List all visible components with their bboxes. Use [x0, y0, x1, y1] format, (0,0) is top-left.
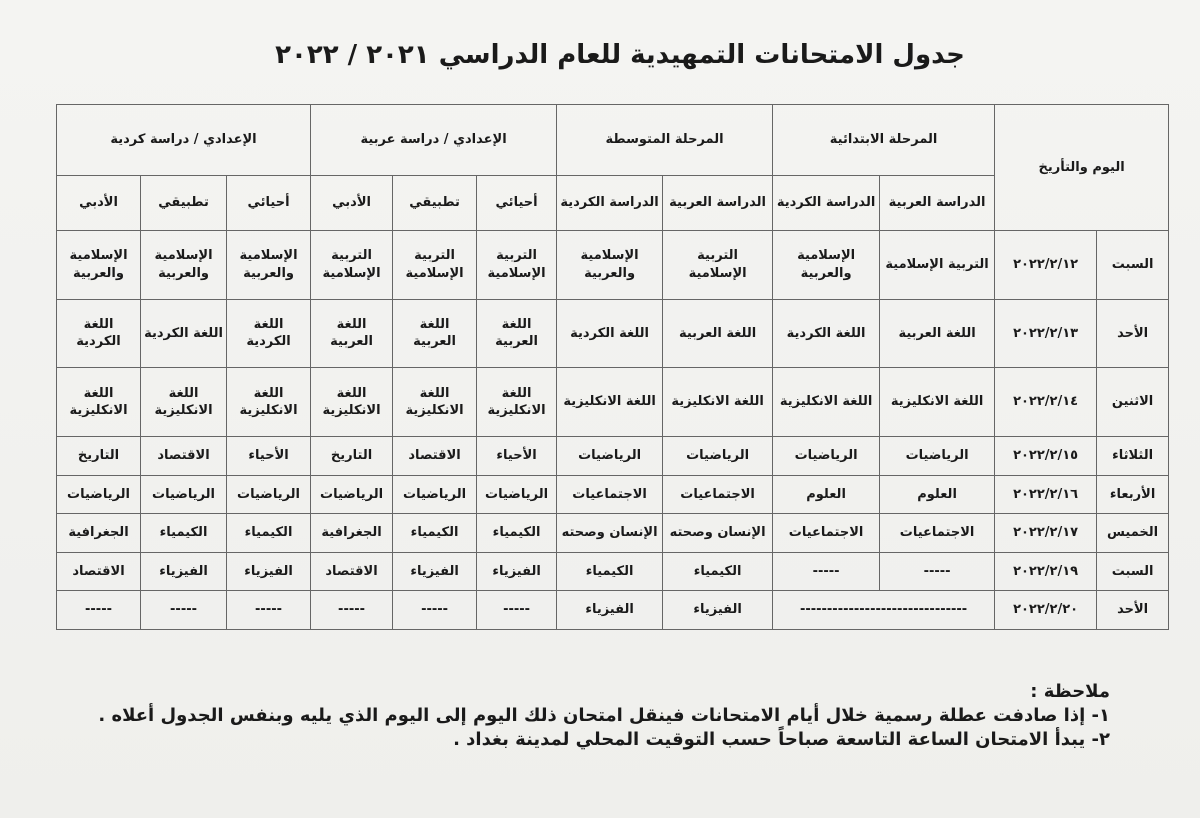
note-item: ١- إذا صادفت عطلة رسمية خلال أيام الامتحانات فينقل امتحان ذلك اليوم إلى اليوم الذي يليه وبنفس الجدول أعلاه . [98, 705, 1110, 726]
day-cell: الأحد [1097, 591, 1169, 630]
subject-cell: اللغة العربية [880, 299, 995, 368]
date-cell: ٢٠٢٢/٢/٢٠ [995, 591, 1097, 630]
subject-cell: الإسلامية والعربية [227, 231, 311, 300]
subject-cell: ----- [773, 552, 880, 591]
date-cell: ٢٠٢٢/٢/١٧ [995, 514, 1097, 553]
subject-cell: اللغة العربية [311, 299, 393, 368]
subject-cell: اللغة الانكليزية [663, 368, 773, 437]
date-cell: ٢٠٢٢/٢/١٤ [995, 368, 1097, 437]
subject-cell: اللغة العربية [393, 299, 477, 368]
table-row [57, 231, 1169, 300]
subject-cell: ----- [393, 591, 477, 630]
subject-cell: الرياضيات [57, 475, 141, 514]
date-cell: ٢٠٢٢/٢/١٥ [995, 436, 1097, 475]
subject-cell: الاجتماعيات [663, 475, 773, 514]
stage-primary-header: المرحلة الابتدائية [773, 105, 995, 176]
subject-cell: ----- [57, 591, 141, 630]
sub-arabic-literary: الأدبي [311, 176, 393, 231]
subject-cell: الاقتصاد [57, 552, 141, 591]
stage-prep-kurdish-header: الإعدادي / دراسة كردية [57, 105, 311, 176]
stage-intermediate-header: المرحلة المتوسطة [557, 105, 773, 176]
subject-cell: الرياضيات [477, 475, 557, 514]
subject-cell: الكيمياء [477, 514, 557, 553]
note-item: ٢- يبدأ الامتحان الساعة التاسعة صباحاً حسب التوقيت المحلي لمدينة بغداد . [453, 729, 1110, 750]
subject-cell: الرياضيات [663, 436, 773, 475]
day-date-header: اليوم والتأريخ [995, 105, 1169, 231]
subject-cell: الإسلامية والعربية [57, 231, 141, 300]
subject-cell: الاجتماعيات [880, 514, 995, 553]
subject-cell: الفيزياء [393, 552, 477, 591]
day-cell: السبت [1097, 231, 1169, 300]
day-cell: الخميس [1097, 514, 1169, 553]
subject-cell: اللغة الكردية [557, 299, 663, 368]
stage-prep-arabic-header: الإعدادي / دراسة عربية [311, 105, 557, 176]
notes-heading: ملاحظة : [1030, 681, 1110, 702]
page-title [0, 40, 1200, 70]
subject-cell: الرياضيات [393, 475, 477, 514]
subject-cell: اللغة الانكليزية [393, 368, 477, 437]
subject-cell: اللغة الانكليزية [57, 368, 141, 437]
subject-cell: اللغة الانكليزية [311, 368, 393, 437]
subject-cell: الاقتصاد [393, 436, 477, 475]
subject-cell: العلوم [880, 475, 995, 514]
subject-cell: الجغرافية [311, 514, 393, 553]
date-cell: ٢٠٢٢/٢/١٩ [995, 552, 1097, 591]
subject-cell: اللغة الكردية [57, 299, 141, 368]
subject-cell: الرياضيات [311, 475, 393, 514]
subject-cell: الرياضيات [227, 475, 311, 514]
subject-cell: الفيزياء [557, 591, 663, 630]
day-cell: الأربعاء [1097, 475, 1169, 514]
subject-cell: التاريخ [57, 436, 141, 475]
sub-kurdish-literary: الأدبي [57, 176, 141, 231]
sub-intermediate-kurdish: الدراسة الكردية [557, 176, 663, 231]
date-cell: ٢٠٢٢/٢/١٢ [995, 231, 1097, 300]
subject-cell: الفيزياء [141, 552, 227, 591]
table-row [57, 436, 1169, 475]
subject-cell: الفيزياء [477, 552, 557, 591]
subject-cell: اللغة الكردية [773, 299, 880, 368]
subject-cell: الإسلامية والعربية [773, 231, 880, 300]
title-text: جدول الامتحانات التمهيدية للعام الدراسي ٢٠٢١ / ٢٠٢٢ [275, 40, 965, 70]
sub-intermediate-arabic: الدراسة العربية [663, 176, 773, 231]
exam-schedule-table [56, 104, 1169, 630]
subject-cell: اللغة الانكليزية [880, 368, 995, 437]
table-row [57, 552, 1169, 591]
subject-cell: الاجتماعيات [773, 514, 880, 553]
date-cell: ٢٠٢٢/٢/١٣ [995, 299, 1097, 368]
merged-empty-cell: ------------------------------- [773, 591, 995, 630]
subject-cell: اللغة العربية [477, 299, 557, 368]
sub-primary-kurdish: الدراسة الكردية [773, 176, 880, 231]
table-row [57, 368, 1169, 437]
subject-cell: الاجتماعيات [557, 475, 663, 514]
sub-arabic-applied: تطبيقي [393, 176, 477, 231]
sub-kurdish-applied: تطبيقي [141, 176, 227, 231]
subject-cell: ----- [141, 591, 227, 630]
subject-cell: الاقتصاد [311, 552, 393, 591]
subject-cell: الفيزياء [227, 552, 311, 591]
subject-cell: اللغة الانكليزية [773, 368, 880, 437]
table-row [57, 299, 1169, 368]
subject-cell: ----- [311, 591, 393, 630]
subject-cell: الكيمياء [663, 552, 773, 591]
subject-cell: اللغة الكردية [227, 299, 311, 368]
subject-cell: الأحياء [227, 436, 311, 475]
sub-kurdish-biology: أحيائي [227, 176, 311, 231]
table-row [57, 475, 1169, 514]
subject-cell: ----- [227, 591, 311, 630]
subject-cell: ----- [880, 552, 995, 591]
subject-cell: العلوم [773, 475, 880, 514]
subject-cell: الاقتصاد [141, 436, 227, 475]
subject-cell: التربية الإسلامية [880, 231, 995, 300]
subject-cell: ----- [477, 591, 557, 630]
subject-cell: الإسلامية والعربية [557, 231, 663, 300]
subject-cell: الرياضيات [880, 436, 995, 475]
subject-cell: اللغة العربية [663, 299, 773, 368]
subject-cell: اللغة الانكليزية [141, 368, 227, 437]
subject-cell: التاريخ [311, 436, 393, 475]
subject-cell: الجغرافية [57, 514, 141, 553]
sub-arabic-biology: أحيائي [477, 176, 557, 231]
table-row [57, 591, 1169, 630]
subject-cell: التربية الإسلامية [663, 231, 773, 300]
subject-cell: اللغة الانكليزية [557, 368, 663, 437]
date-cell: ٢٠٢٢/٢/١٦ [995, 475, 1097, 514]
day-cell: الاثنين [1097, 368, 1169, 437]
day-cell: الأحد [1097, 299, 1169, 368]
subject-cell: الإنسان وصحته [663, 514, 773, 553]
subject-cell: اللغة الكردية [141, 299, 227, 368]
day-cell: الثلاثاء [1097, 436, 1169, 475]
subject-cell: الأحياء [477, 436, 557, 475]
subject-cell: الكيمياء [557, 552, 663, 591]
stage-header-row [57, 105, 1169, 176]
subject-cell: التربية الإسلامية [311, 231, 393, 300]
sub-primary-arabic: الدراسة العربية [880, 176, 995, 231]
subject-cell: الكيمياء [393, 514, 477, 553]
table-row [57, 514, 1169, 553]
subject-cell: التربية الإسلامية [477, 231, 557, 300]
subject-cell: الكيمياء [227, 514, 311, 553]
subject-cell: الكيمياء [141, 514, 227, 553]
subject-cell: اللغة الانكليزية [477, 368, 557, 437]
day-cell: السبت [1097, 552, 1169, 591]
subject-cell: الإسلامية والعربية [141, 231, 227, 300]
subject-cell: الفيزياء [663, 591, 773, 630]
subject-cell: الرياضيات [141, 475, 227, 514]
notes-section [98, 680, 1110, 752]
subject-cell: الإنسان وصحته [557, 514, 663, 553]
subject-cell: التربية الإسلامية [393, 231, 477, 300]
subject-cell: الرياضيات [773, 436, 880, 475]
subject-cell: اللغة الانكليزية [227, 368, 311, 437]
subject-cell: الرياضيات [557, 436, 663, 475]
